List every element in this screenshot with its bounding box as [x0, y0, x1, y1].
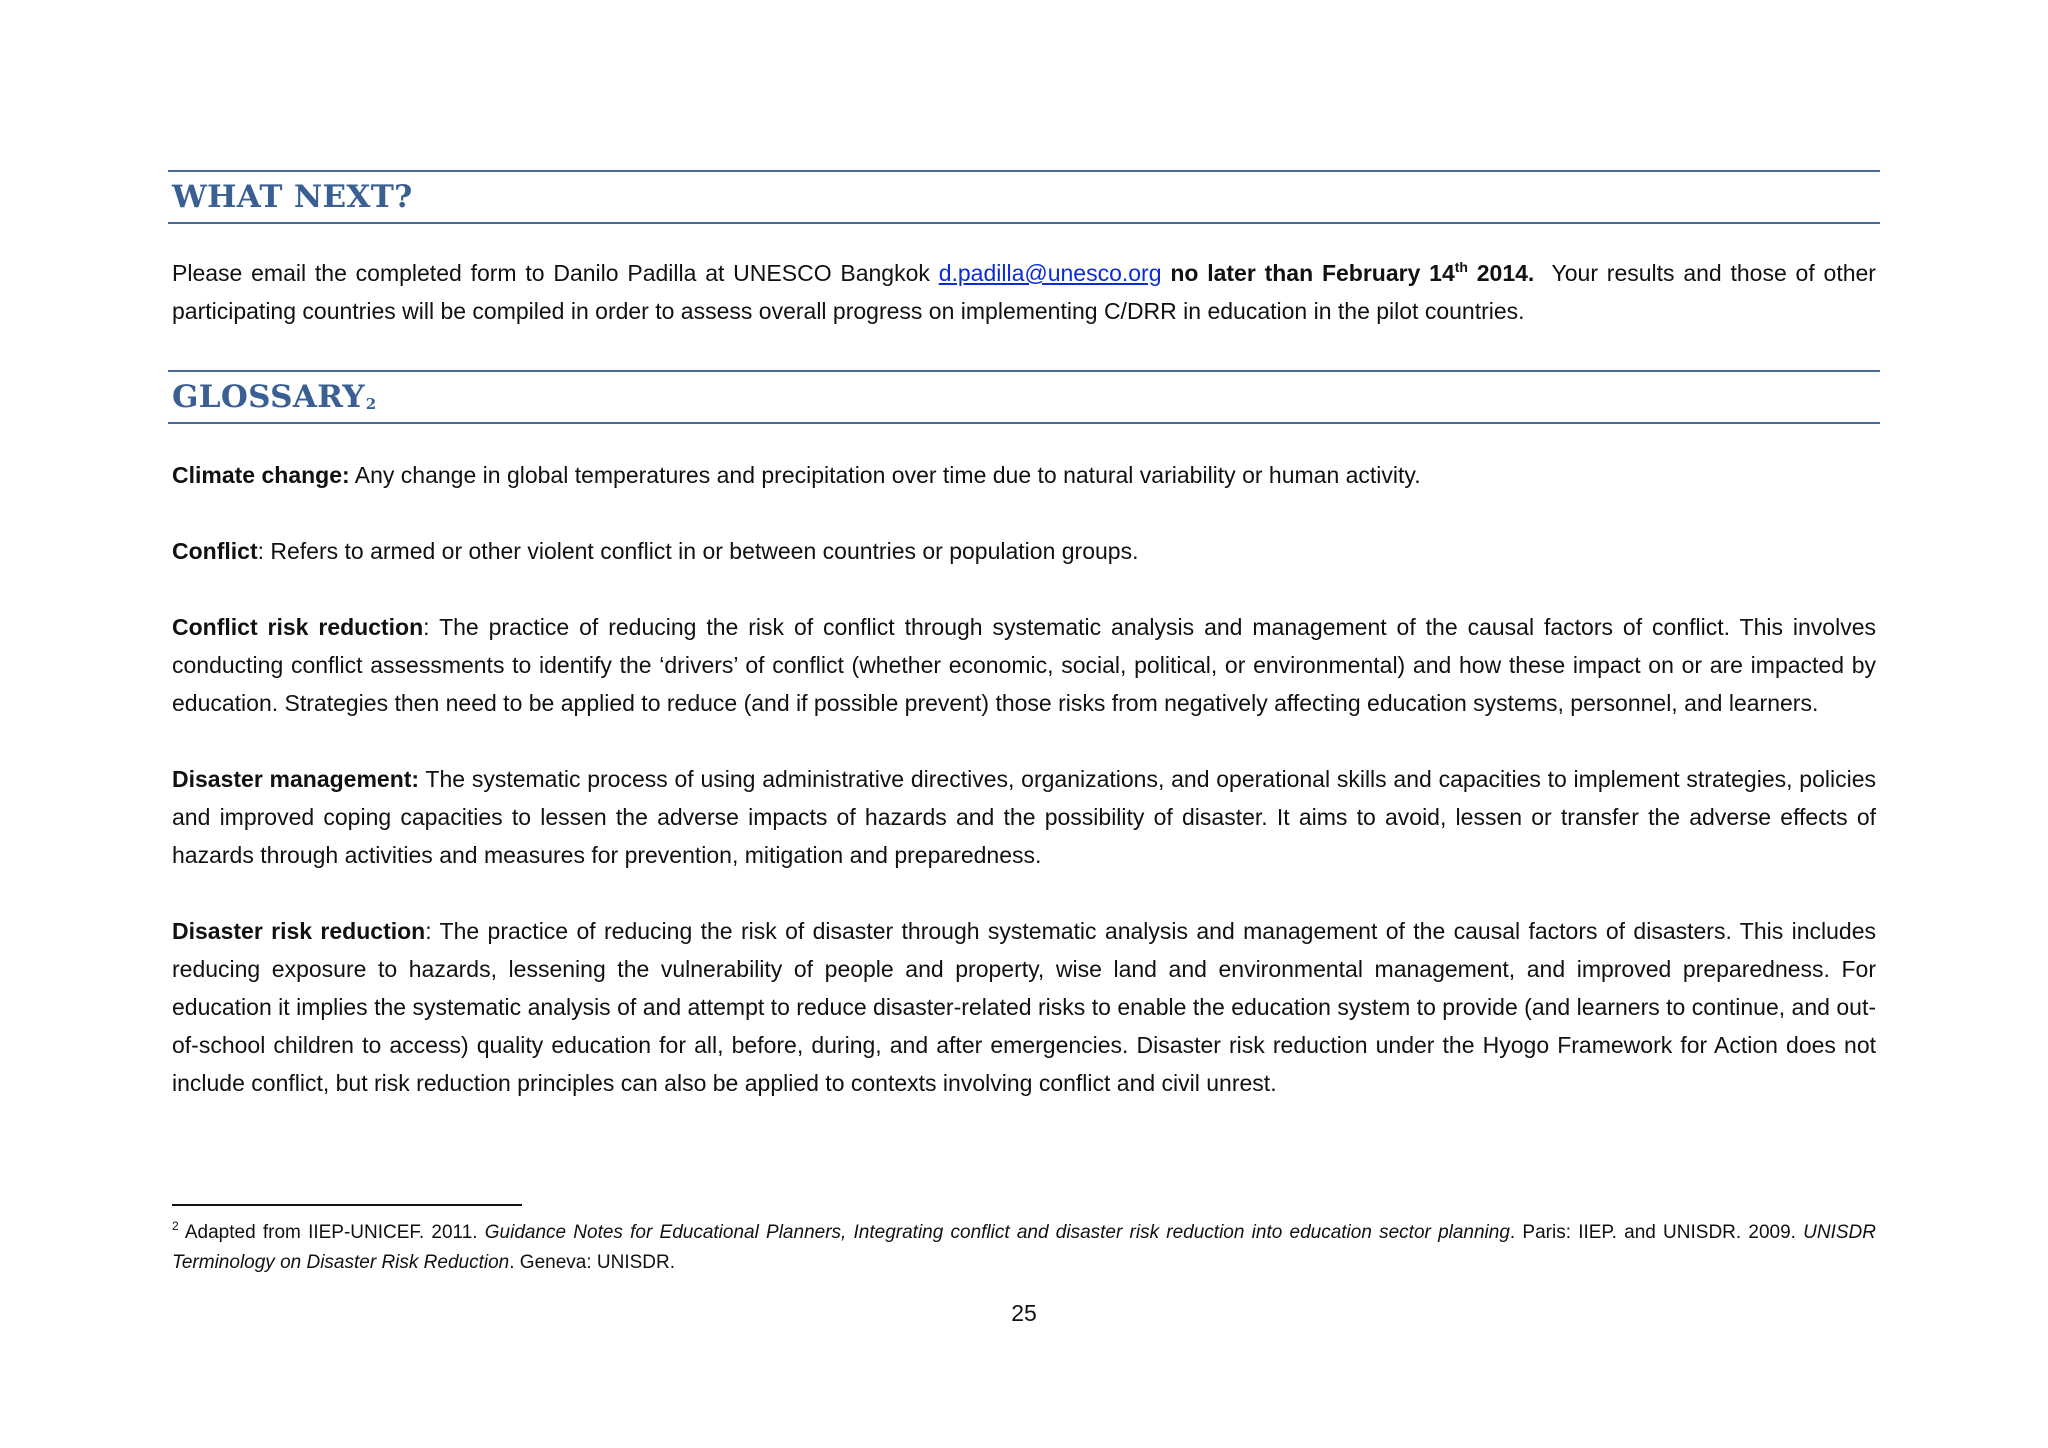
glossary-term: Climate change:: [172, 462, 350, 488]
footnote: [172, 1218, 1876, 1278]
glossary-definition: : The practice of reducing the risk of disaster through systematic analysis and management of the causal factors of disasters. This includes reducing exposure to hazards, lessening the vulnerability of people and property, wise land and environmental management, and improved preparedness. For education it implies the systematic analysis of and attempt to reduce disaster-related risks to enable the education system to provide (and learners to continue, and out-of-school children to access) quality education for all, before, during, and after emergencies. Disaster risk reduction under the Hyogo Framework for Action does not include conflict, but risk reduction principles can also be applied to contexts involving conflict and civil unrest.: [172, 918, 1876, 1096]
what-next-lead: Please email the completed form to Danilo Padilla at UNESCO Bangkok: [172, 260, 939, 286]
glossary-definition: : The practice of reducing the risk of conflict through systematic analysis and management of the causal factors of conflict. This involves conducting conflict assessments to identify the ‘drivers’ of conflict (whether economic, social, political, or environmental) and how these impact on or are impacted by education. Strategies then need to be applied to reduce (and if possible prevent) those risks from negatively affecting education systems, personnel, and learners.: [172, 614, 1876, 716]
footnote-title-2: UNISDR Terminology on Disaster Risk Reduction: [172, 1222, 1876, 1273]
footnote-title-1: Guidance Notes for Educational Planners, Integrating conflict and disaster risk reduction into education sector planning: [484, 1222, 1510, 1243]
glossary-term: Disaster risk reduction: [172, 918, 426, 944]
glossary-definition: Any change in global temperatures and precipitation over time due to natural variability or human activity.: [349, 462, 1421, 488]
glossary-heading-text: GLOSSARY: [172, 379, 365, 415]
what-next-heading-box: [168, 170, 1880, 224]
footnote-separator: [172, 1204, 522, 1206]
glossary-term: Conflict risk reduction: [172, 614, 424, 640]
footnote-text-3: . Geneva: UNISDR.: [509, 1252, 676, 1273]
footnote-marker: 2: [172, 1219, 179, 1233]
page-number: 25: [1011, 1300, 1037, 1326]
glossary-heading: [172, 379, 377, 415]
email-link[interactable]: d.padilla@unesco.org: [938, 260, 1162, 286]
glossary-term: Conflict: [172, 538, 258, 564]
what-next-heading: WHAT NEXT?: [172, 179, 413, 215]
glossary-entry-conflict-risk-reduction: [168, 608, 1880, 722]
glossary-heading-box: [168, 370, 1880, 424]
what-next-paragraph: [168, 254, 1883, 330]
glossary-entry-disaster-management: [168, 760, 1880, 874]
deadline-ordinal: th: [1454, 259, 1468, 275]
glossary-footnote-marker[interactable]: 2: [365, 395, 377, 413]
page-content: [168, 170, 1883, 1102]
deadline-part-b: 2014.: [1467, 260, 1535, 286]
glossary-entry-conflict: [168, 532, 1880, 570]
footnote-text-1: Adapted from IIEP-UNICEF. 2011.: [178, 1222, 485, 1243]
glossary-definition: The systematic process of using administrative directives, organizations, and operational skills and capacities to implement strategies, policies and improved coping capacities to lessen the adverse impacts of hazards and the possibility of disaster. It aims to avoid, lessen or transfer the adverse effects of hazards through activities and measures for prevention, mitigation and preparedness.: [172, 766, 1876, 868]
deadline-text: [1162, 260, 1535, 286]
glossary-definition: : Refers to armed or other violent conflict in or between countries or population groups.: [257, 538, 1139, 564]
glossary-entry-climate-change: [168, 456, 1880, 494]
glossary-term: Disaster management:: [172, 766, 420, 792]
glossary-entry-disaster-risk-reduction: [168, 912, 1880, 1102]
deadline-part-a: no later than February 14: [1161, 260, 1455, 286]
what-next-tail: Your results and those of other participating countries will be compiled in order to assess overall progress on implementing C/DRR in education in the pilot countries.: [172, 260, 1883, 324]
footnote-text-2: . Paris: IIEP. and UNISDR. 2009.: [1509, 1222, 1804, 1243]
